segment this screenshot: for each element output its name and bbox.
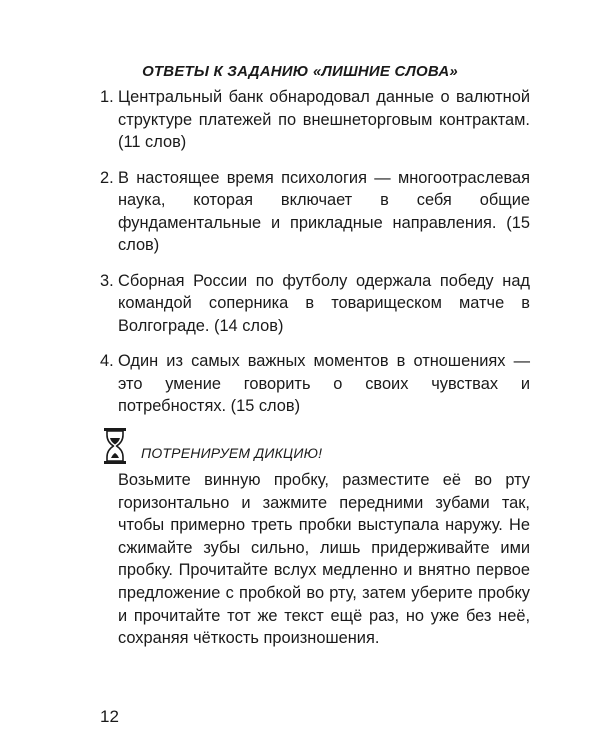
answer-item — [100, 86, 530, 154]
answer-number: 3. — [100, 271, 114, 290]
answer-text: Один из самых важных моментов в отношениях — это умение говорить о своих чувствах и потребностях. (15 слов) — [118, 352, 530, 415]
diction-title: ПОТРЕНИРУЕМ ДИКЦИЮ! — [141, 445, 323, 461]
answer-item — [100, 167, 530, 257]
answer-item — [100, 350, 530, 418]
diction-header — [103, 427, 523, 467]
diction-body: Возьмите винную пробку, разместите её во рту горизонтально и зажмите передними зубами так, чтобы примерно треть пробки выступала наружу. Не сжимайте зубы сильно, лишь придерживайте ими пробку. Прочитайте вслух медленно и внятно первое предложение с пробкой во рту, затем уберите пробку и прочитайте тот же текст ещё раз, но уже без неё, сохраняя чёткость произношения. — [118, 471, 530, 648]
answer-text: В настоящее время психология — многоотраслевая наука, которая включает в себя общие фундаментальные и прикладные направления. (15 слов) — [118, 168, 530, 254]
section-title: ОТВЕТЫ К ЗАДАНИЮ «ЛИШНИЕ СЛОВА» — [142, 63, 458, 80]
answer-text: Сборная России по футболу одержала победу над командой соперника в товарищеском матче в Волгограде. (14 слов) — [118, 271, 530, 335]
answers-list — [100, 86, 530, 431]
page-number: 12 — [100, 707, 119, 726]
answer-number: 1. — [100, 88, 114, 106]
answer-number: 4. — [100, 352, 114, 370]
answer-number: 2. — [100, 168, 114, 187]
answer-item — [100, 270, 530, 338]
answer-text: Центральный банк обнародовал данные о валютной структуре платежей по внешнеторговым контрактам. (11 слов) — [118, 88, 530, 151]
hourglass-icon — [103, 427, 127, 465]
